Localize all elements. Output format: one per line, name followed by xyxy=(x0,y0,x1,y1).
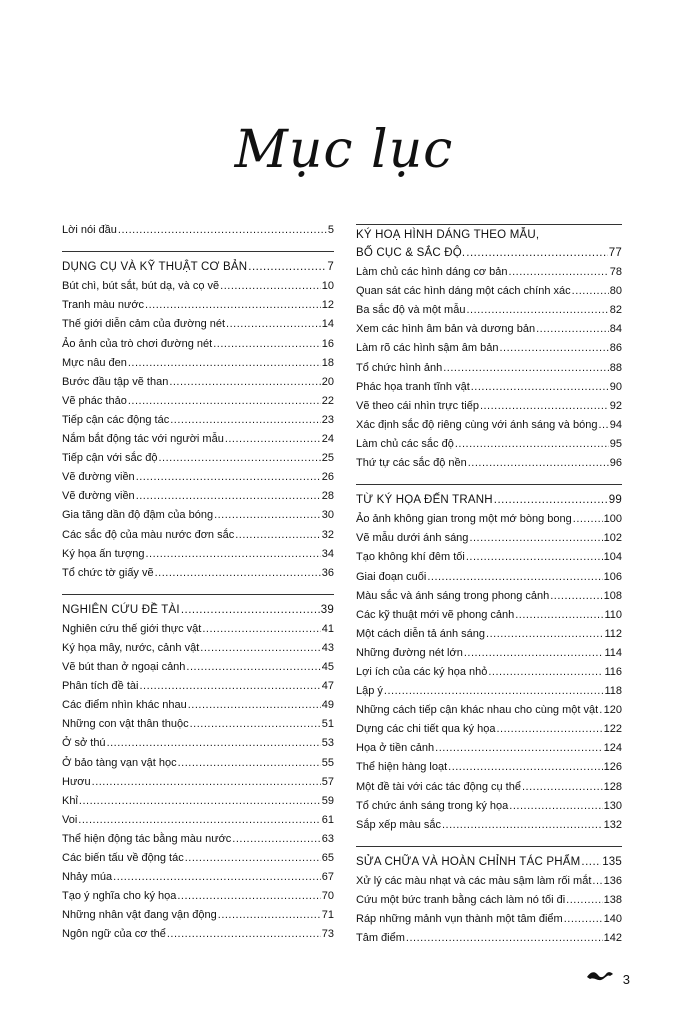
toc-entry[interactable] xyxy=(356,794,622,813)
toc-entry-page: 22 xyxy=(321,394,334,407)
toc-entry-title: Các biến tấu về động tác xyxy=(62,852,184,864)
toc-entry-page: 53 xyxy=(321,737,334,750)
toc-entry-title: Xem các hình âm bản và dương bản xyxy=(356,323,536,336)
toc-entry-title: Lợi ích của các ký họa nhỏ xyxy=(356,665,488,678)
leader-dots xyxy=(145,298,321,312)
toc-section-heading[interactable] xyxy=(356,488,622,507)
leader-dots xyxy=(499,341,608,355)
leader-dots xyxy=(480,399,609,413)
toc-entry-title: Thể hiện hàng loạt xyxy=(356,761,448,774)
toc-entry-title: DỤNG CỤ VÀ KỸ THUẬT CƠ BẢN xyxy=(62,261,248,274)
leader-dots xyxy=(509,799,602,813)
toc-entry[interactable] xyxy=(62,408,334,427)
toc-entry-page: 90 xyxy=(609,380,622,393)
toc-entry-page: 86 xyxy=(609,342,622,355)
toc-entry[interactable] xyxy=(62,351,334,370)
toc-entry-page: 140 xyxy=(603,913,622,926)
toc-entry-page: 130 xyxy=(603,799,622,812)
leader-dots xyxy=(167,927,321,941)
toc-entry-title: KÝ HOẠ HÌNH DÁNG THEO MẪU, xyxy=(356,229,540,241)
toc-entry-page: 126 xyxy=(603,761,622,774)
toc-entry-title: Cứu một bức tranh bằng cách làm nó tối đi xyxy=(356,894,566,906)
leader-dots xyxy=(214,508,321,522)
toc-entry-page: 96 xyxy=(609,457,622,470)
toc-entry[interactable] xyxy=(62,522,334,541)
leader-dots xyxy=(107,736,321,750)
toc-entry-title: Giai đoạn cuối xyxy=(356,570,427,583)
leader-dots xyxy=(190,717,321,731)
leader-dots xyxy=(598,418,608,432)
toc-entry-page: 116 xyxy=(604,665,622,678)
leader-dots xyxy=(466,303,608,317)
toc-entry-page: 12 xyxy=(321,299,334,312)
toc-entry-page: 95 xyxy=(609,437,622,450)
toc-entry[interactable] xyxy=(62,484,334,503)
toc-entry-title: Thế giới diễn cảm của đường nét xyxy=(62,318,226,331)
toc-section-heading[interactable] xyxy=(62,598,334,617)
toc-entry-page: 7 xyxy=(327,261,334,274)
page-number: 3 xyxy=(622,972,630,987)
toc-entry-title: Ba sắc độ và một mẫu xyxy=(356,304,466,317)
toc-entry-page: 47 xyxy=(321,680,334,693)
toc-entry-title: Tạo ý nghĩa cho ký họa xyxy=(62,890,177,903)
toc-entry[interactable] xyxy=(356,526,622,545)
toc-entry[interactable] xyxy=(356,355,622,374)
toc-entry[interactable] xyxy=(356,279,622,298)
section-rule xyxy=(356,224,622,225)
toc-entry-title: Tâm điểm xyxy=(356,932,405,945)
toc-entry-title: Tổ chức hình ảnh xyxy=(356,361,443,374)
toc-entry[interactable] xyxy=(356,564,622,583)
toc-entry-title: Làm rõ các hình sậm âm bản xyxy=(356,342,499,355)
toc-entry-title: Khỉ xyxy=(62,794,78,807)
toc-entry-title: Mực nâu đen xyxy=(62,356,127,369)
toc-entry-title: Nắm bắt động tác với người mẫu xyxy=(62,433,224,446)
toc-entry-title: Họa ở tiền cảnh xyxy=(356,742,435,755)
toc-entry-title: Vẽ phác thảo xyxy=(62,394,127,407)
toc-entry[interactable] xyxy=(356,755,622,774)
toc-entry[interactable] xyxy=(62,389,334,408)
toc-entry[interactable] xyxy=(62,503,334,522)
toc-entry-title: Vẽ bút than ở ngoại cảnh xyxy=(62,661,186,674)
leader-dots xyxy=(466,550,603,564)
toc-entry-page: 100 xyxy=(603,513,622,526)
toc-entry[interactable] xyxy=(62,218,334,237)
toc-entry-page: 73 xyxy=(321,928,334,941)
toc-entry-title: Tiếp cận với sắc độ xyxy=(62,452,158,465)
section-rule xyxy=(356,846,622,847)
toc-entry-page: 43 xyxy=(321,641,334,654)
toc-entry[interactable] xyxy=(356,298,622,317)
leader-dots xyxy=(442,818,603,832)
toc-entry[interactable] xyxy=(356,869,622,888)
leader-dots xyxy=(155,566,321,580)
section-rule xyxy=(62,594,334,595)
toc-entry-page: 77 xyxy=(608,247,622,259)
toc-entry-title: Bước đầu tập vẽ than xyxy=(62,375,169,388)
leader-dots xyxy=(455,437,609,451)
toc-entry[interactable] xyxy=(356,698,622,717)
toc-entry-page: 67 xyxy=(321,871,334,884)
toc-entry[interactable] xyxy=(62,617,334,636)
leader-dots xyxy=(468,456,609,470)
toc-entry-page: 138 xyxy=(603,894,622,906)
leader-dots xyxy=(79,794,321,808)
toc-entry-page: 120 xyxy=(603,704,622,717)
toc-entry[interactable] xyxy=(356,394,622,413)
toc-entry-page: 94 xyxy=(609,418,622,431)
toc-entry-title: Xử lý các màu nhạt và các màu sậm làm rối mắt xyxy=(356,874,592,887)
toc-entry-title: Các kỹ thuật mới vẽ phong cảnh xyxy=(356,608,515,621)
leader-dots xyxy=(136,489,321,503)
toc-entry-page: 20 xyxy=(321,375,334,388)
toc-entry[interactable] xyxy=(62,808,334,827)
toc-entry-page: 34 xyxy=(321,547,334,560)
toc-entry-page: 23 xyxy=(321,413,334,426)
leader-dots xyxy=(496,722,602,736)
toc-entry-title: Nghiên cứu thế giới thực vật xyxy=(62,622,202,635)
toc-entry-title: Ký họa ấn tượng xyxy=(62,547,145,560)
toc-entry[interactable] xyxy=(356,907,622,926)
toc-entry-title: Những con vật thân thuộc xyxy=(62,718,189,731)
toc-entry-title: Dựng các chi tiết qua ký họa xyxy=(356,723,496,736)
leader-dots xyxy=(92,775,321,789)
toc-entry-title: TỪ KÝ HỌA ĐẾN TRANH xyxy=(356,494,493,507)
toc-entry[interactable] xyxy=(62,655,334,674)
toc-entry[interactable] xyxy=(356,336,622,355)
toc-entry-page: 82 xyxy=(609,304,622,317)
leader-dots xyxy=(509,265,609,279)
toc-entry-page: 78 xyxy=(609,266,622,279)
toc-entry-title: Tạo không khí đêm tối xyxy=(356,551,465,564)
toc-entry-page: 128 xyxy=(603,780,622,793)
toc-entry-page: 51 xyxy=(321,718,334,731)
toc-entry-title: Xác định sắc độ riêng cùng với ánh sáng và bóng xyxy=(356,418,598,431)
leader-dots xyxy=(202,622,320,636)
toc-entry[interactable] xyxy=(356,451,622,470)
leader-dots xyxy=(466,246,608,260)
toc-entry-page: 132 xyxy=(603,818,622,831)
toc-entry[interactable] xyxy=(356,717,622,736)
toc-entry[interactable] xyxy=(62,922,334,941)
leader-dots xyxy=(145,547,320,561)
toc-entry[interactable] xyxy=(356,375,622,394)
toc-left-column xyxy=(62,218,334,941)
toc-entry[interactable] xyxy=(356,260,622,279)
toc-entry-title: Những nhân vật đang vận động xyxy=(62,909,217,922)
toc-entry-page: 84 xyxy=(609,323,622,336)
toc-entry-page: 57 xyxy=(321,775,334,788)
toc-entry-page: 41 xyxy=(321,622,334,635)
toc-entry[interactable] xyxy=(356,545,622,564)
toc-entry-title: Ký họa mây, nước, cảnh vật xyxy=(62,641,200,654)
toc-entry[interactable] xyxy=(62,750,334,769)
toc-entry[interactable] xyxy=(62,465,334,484)
toc-entry-page: 71 xyxy=(321,909,334,922)
toc-entry[interactable] xyxy=(62,561,334,580)
toc-entry-title: Vẽ đường viền xyxy=(62,471,135,484)
leader-dots xyxy=(118,223,327,237)
toc-entry-page: 142 xyxy=(603,932,622,945)
toc-entry[interactable] xyxy=(356,432,622,451)
toc-right-column xyxy=(356,218,622,945)
toc-entry-title: Gia tăng dần độ đậm của bóng xyxy=(62,509,214,522)
leader-dots xyxy=(113,870,321,884)
toc-entry-title: Ảo ảnh của trò chơi đường nét xyxy=(62,337,213,350)
toc-entry[interactable] xyxy=(356,317,622,336)
toc-entry-page: 49 xyxy=(321,699,334,712)
leader-dots xyxy=(178,756,321,770)
toc-entry[interactable] xyxy=(62,636,334,655)
toc-entry-page: 32 xyxy=(321,528,334,541)
toc-entry[interactable] xyxy=(356,926,622,945)
toc-entry-title: Những đường nét lớn xyxy=(356,646,463,659)
toc-entry-title: Bút chì, bút sắt, bút dạ, và cọ vẽ xyxy=(62,280,220,293)
toc-entry-title: Lời nói đầu xyxy=(62,224,117,237)
leader-dots xyxy=(181,603,320,617)
toc-entry-page: 65 xyxy=(321,852,334,864)
toc-entry-page: 45 xyxy=(321,661,334,674)
toc-entry-title: Voi xyxy=(62,813,78,826)
toc-entry-page: 24 xyxy=(321,433,334,446)
leader-dots xyxy=(78,813,320,827)
toc-entry-page: 122 xyxy=(603,723,622,736)
toc-entry[interactable] xyxy=(356,413,622,432)
leader-dots xyxy=(564,912,603,926)
toc-section-heading[interactable] xyxy=(356,850,622,869)
toc-entry-page: 63 xyxy=(321,832,334,845)
leader-dots xyxy=(136,470,321,484)
toc-entry-page: 28 xyxy=(321,490,334,503)
leader-dots xyxy=(522,780,603,794)
toc-entry-title: Tiếp cận các động tác xyxy=(62,413,170,426)
toc-entry-title: Những cách tiếp cận khác nhau cho cùng một vật xyxy=(356,704,599,717)
toc-entry-title: Thể hiện động tác bằng màu nước xyxy=(62,832,232,845)
toc-entry-page: 106 xyxy=(603,570,622,583)
toc-entry-page: 108 xyxy=(603,589,622,602)
toc-entry-title: Màu sắc và ánh sáng trong phong cảnh xyxy=(356,589,550,602)
toc-entry-title: Thứ tự các sắc độ nền xyxy=(356,457,467,470)
toc-entry-title: Ráp những mảnh vụn thành một tâm điểm xyxy=(356,913,563,926)
toc-entry-page: 104 xyxy=(603,551,622,564)
toc-entry[interactable] xyxy=(356,813,622,832)
toc-entry[interactable] xyxy=(62,846,334,865)
toc-entry-page: 136 xyxy=(603,874,622,887)
leader-dots xyxy=(515,608,603,622)
toc-entry[interactable] xyxy=(62,446,334,465)
toc-section-heading xyxy=(356,228,622,260)
leader-dots xyxy=(128,356,321,370)
leader-dots xyxy=(536,322,609,336)
toc-entry-title: Hươu xyxy=(62,775,91,788)
toc-entry[interactable] xyxy=(62,274,334,293)
toc-entry[interactable] xyxy=(62,731,334,750)
toc-entry[interactable] xyxy=(62,674,334,693)
leader-dots xyxy=(226,317,321,331)
toc-entry-title: Vẽ theo cái nhìn trực tiếp xyxy=(356,399,479,412)
toc-entry[interactable] xyxy=(62,427,334,446)
leader-dots xyxy=(185,851,321,865)
toc-entry[interactable] xyxy=(62,712,334,731)
toc-entry-title: Làm chủ các hình dáng cơ bản xyxy=(356,266,508,279)
leader-dots xyxy=(158,451,320,465)
toc-entry-page: 114 xyxy=(604,646,622,659)
toc-entry-title: Vẽ mẫu dưới ánh sáng xyxy=(356,532,469,545)
leader-dots xyxy=(177,889,320,903)
leader-dots xyxy=(443,361,609,375)
toc-entry-page: 10 xyxy=(321,280,334,293)
toc-entry-page: 18 xyxy=(321,356,334,369)
toc-entry[interactable] xyxy=(62,542,334,561)
toc-entry-page: 25 xyxy=(321,452,334,465)
toc-entry-title: Tranh màu nước xyxy=(62,299,145,312)
toc-entry-page: 112 xyxy=(604,627,622,640)
toc-entry-page: 102 xyxy=(603,532,622,545)
toc-entry-title: Một đề tài với các tác động cụ thể xyxy=(356,780,521,793)
toc-entry-page: 55 xyxy=(321,756,334,769)
toc-entry-title: Phân tích đề tài xyxy=(62,680,139,693)
toc-entry[interactable] xyxy=(356,774,622,793)
toc-entry[interactable] xyxy=(356,736,622,755)
toc-entry-page: 118 xyxy=(604,685,622,698)
leader-dots xyxy=(488,665,603,679)
toc-entry-page: 88 xyxy=(609,361,622,374)
toc-entry[interactable] xyxy=(356,888,622,907)
toc-entry-title: Các sắc độ của màu nước đơn sắc xyxy=(62,528,235,541)
toc-entry-title: Phác họa tranh tĩnh vật xyxy=(356,380,470,393)
toc-section-heading[interactable] xyxy=(62,255,334,274)
toc-entry[interactable] xyxy=(62,370,334,389)
toc-entry-title: Vẽ đường viền xyxy=(62,490,135,503)
leader-dots xyxy=(232,832,320,846)
leader-dots xyxy=(572,284,609,298)
toc-entry-page: 80 xyxy=(609,285,622,298)
toc-entry[interactable] xyxy=(62,903,334,922)
toc-entry[interactable] xyxy=(356,507,622,526)
toc-entry-title: NGHIÊN CỨU ĐỀ TÀI xyxy=(62,603,180,616)
leader-dots xyxy=(139,679,320,693)
leader-dots xyxy=(581,855,601,869)
toc-entry-page: 99 xyxy=(608,494,622,507)
leader-dots xyxy=(566,893,602,907)
toc-entry-page: 110 xyxy=(604,608,622,621)
leader-dots xyxy=(448,760,603,774)
toc-entry-title: Ảo ảnh không gian trong một mớ bòng bong xyxy=(356,513,572,526)
leader-dots xyxy=(435,741,602,755)
toc-entry[interactable] xyxy=(356,660,622,679)
toc-entry-title: Tổ chức ánh sáng trong ký họa xyxy=(356,799,509,812)
leader-dots xyxy=(225,432,321,446)
toc-entry-title: Quan sát các hình dáng một cách chính xác xyxy=(356,285,571,298)
toc-entry[interactable] xyxy=(62,827,334,846)
toc-entry[interactable] xyxy=(356,679,622,698)
leader-dots xyxy=(213,337,321,351)
toc-entry-page: 61 xyxy=(321,813,334,826)
toc-entry-title: Ở bảo tàng vạn vật học xyxy=(62,756,177,769)
toc-entry-page: 39 xyxy=(320,603,334,616)
toc-entry[interactable] xyxy=(62,331,334,350)
toc-entry[interactable] xyxy=(62,293,334,312)
toc-entry-title: Lập ý xyxy=(356,685,383,698)
toc-entry[interactable] xyxy=(62,789,334,808)
leader-dots xyxy=(550,589,602,603)
toc-entry[interactable] xyxy=(62,865,334,884)
toc-entry[interactable] xyxy=(356,584,622,603)
leader-dots xyxy=(464,646,604,660)
toc-entry[interactable] xyxy=(62,693,334,712)
leader-dots xyxy=(186,660,320,674)
toc-entry-title: Tổ chức tờ giấy vẽ xyxy=(62,566,154,579)
toc-entry-page: 135 xyxy=(602,855,622,868)
leader-dots xyxy=(469,531,602,545)
leader-dots xyxy=(592,874,602,888)
page-title: Mục lục xyxy=(234,120,454,180)
toc-entry-page: 124 xyxy=(603,742,622,755)
toc-entry-title: SỬA CHỮA VÀ HOÀN CHỈNH TÁC PHẨM xyxy=(356,855,581,868)
toc-entry[interactable] xyxy=(62,312,334,331)
toc-entry-title: BỐ CỤC & SẮC ĐỘ. xyxy=(356,247,466,259)
leader-dots xyxy=(128,394,321,408)
leader-dots xyxy=(218,908,321,922)
toc-entry-page: 92 xyxy=(609,399,622,412)
toc-entry-page: 26 xyxy=(321,471,334,484)
toc-entry-title: Nhảy múa xyxy=(62,871,113,884)
toc-entry-page: 30 xyxy=(321,509,334,522)
leader-dots xyxy=(384,684,604,698)
leader-dots xyxy=(427,570,602,584)
leader-dots xyxy=(200,641,320,655)
toc-entry-page: 36 xyxy=(321,566,334,579)
leader-dots xyxy=(248,260,326,274)
toc-entry-page: 70 xyxy=(321,890,334,903)
leader-dots xyxy=(169,375,320,389)
toc-entry[interactable] xyxy=(62,770,334,789)
toc-entry[interactable] xyxy=(356,622,622,641)
toc-entry-title: Một cách diễn tả ánh sáng xyxy=(356,627,486,640)
section-rule xyxy=(62,251,334,252)
leader-dots xyxy=(406,931,603,945)
section-rule xyxy=(356,484,622,485)
toc-entry-title: Các điểm nhìn khác nhau xyxy=(62,699,187,712)
leader-dots xyxy=(188,698,321,712)
toc-entry-page: 5 xyxy=(327,224,334,237)
toc-entry-page: 14 xyxy=(321,318,334,331)
leader-dots xyxy=(170,413,321,427)
leader-dots xyxy=(599,703,602,717)
toc-entry-page: 16 xyxy=(321,337,334,350)
leader-dots xyxy=(494,493,608,507)
toc-entry-title: Sắp xếp màu sắc xyxy=(356,818,441,831)
toc-entry-title: Ngôn ngữ của cơ thể xyxy=(62,928,166,941)
ornament-icon xyxy=(586,968,614,982)
toc-entry-title: Làm chủ các sắc độ xyxy=(356,437,454,450)
leader-dots xyxy=(220,279,321,293)
toc-entry-title: Ở sở thú xyxy=(62,737,106,750)
toc-entry[interactable] xyxy=(62,884,334,903)
leader-dots xyxy=(486,627,603,641)
toc-entry[interactable] xyxy=(356,603,622,622)
leader-dots xyxy=(471,380,609,394)
leader-dots xyxy=(573,512,603,526)
leader-dots xyxy=(235,528,321,542)
toc-entry-page: 59 xyxy=(321,794,334,807)
toc-entry[interactable] xyxy=(356,641,622,660)
